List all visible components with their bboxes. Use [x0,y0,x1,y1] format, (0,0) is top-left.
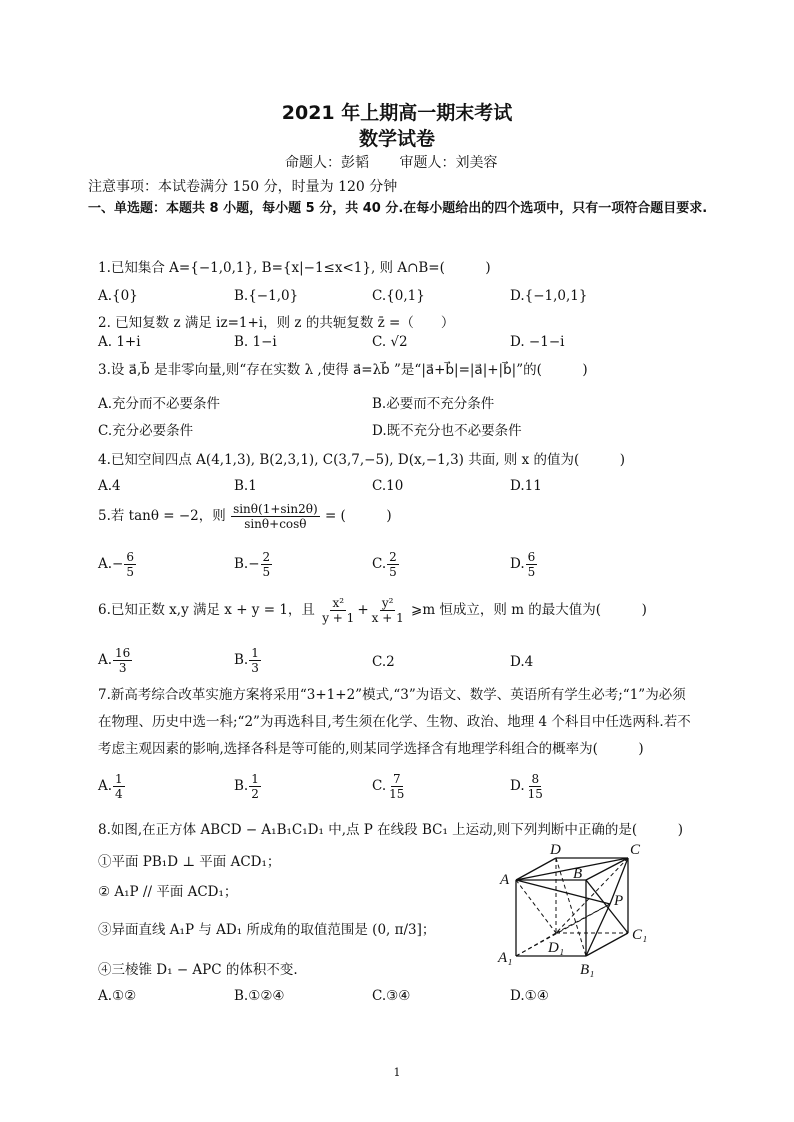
q2-option-b: B. 1−i [234,334,277,350]
authors-line [285,152,523,172]
reviewer: 审题人：刘美容 [399,155,498,171]
q1-option-b: B.{−1,0} [234,288,299,304]
page-number: 1 [393,1066,401,1079]
q6-option-d: D.4 [510,654,534,670]
q6-post: ⩾m 恒成立，则 m 的最大值为( ) [411,602,647,618]
q3-option-a: A.充分而不必要条件 [98,396,221,412]
q6-fraction-2: $\frac{\text{y²}}{x + 1}$ [371,596,404,625]
label-D: D [550,842,561,858]
question-4-stem: 4.已知空间四点 A(4,1,3), B(2,3,1), C(3,7,−5), D(x,−1,3) 共面, 则 x 的值为( ) [98,452,626,468]
q8-statement-2: ② A₁P // 平面 ACD₁； [98,884,238,900]
q1-option-c: C.{0,1} [372,288,425,304]
q5-option-d: D. $\frac{6}{5}$ [510,550,536,579]
q2-option-c: C. √2 [372,334,408,350]
label-C: C [630,842,641,858]
label-C1: C₁ [632,927,648,943]
q5-option-a: A.− $\frac{6}{5}$ [98,550,134,579]
q3-option-b: B.必要而不充分条件 [372,396,495,412]
q7-option-a: A. $\frac{1}{4}$ [98,772,123,801]
q5-fraction [231,502,320,531]
question-3-stem: 3.设 a⃗,b⃗ 是非零向量,则“存在实数 λ ,使得 a⃗=λb⃗ ”是“|a⃗+b⃗|=|a⃗|+|b⃗|”的( ) [98,362,588,378]
exam-subtitle: 数学试卷 [358,128,435,150]
exam-title: 2021 年上期高一期末考试 [281,102,513,124]
q8-option-b: B.①②④ [234,988,285,1004]
q4-option-a: A.4 [98,478,121,494]
label-P: P [614,893,624,909]
q8-statement-3: ③异面直线 A₁P 与 AD₁ 所成角的取值范围是 (0, π/3]； [98,922,436,938]
q7-option-c: C. $\frac{7}{15}$ [372,772,405,801]
q4-option-d: D.11 [510,478,542,494]
q1-option-d: D.{−1,0,1} [510,288,588,304]
q5-numerator: sinθ(1+sin2θ) [233,502,318,516]
q8-option-c: C.③④ [372,988,411,1004]
exam-notice: 注意事项：本试卷满分 150 分，时量为 120 分钟 [88,179,398,195]
q3-option-d: D.既不充分也不必要条件 [372,423,522,439]
question-1-stem: 1.已知集合 A={−1,0,1}, B={x|−1≤x<1}, 则 A∩B=( ) [98,260,491,276]
q1-option-a: A.{0} [98,288,138,304]
q6-option-c: C.2 [372,654,395,670]
q8-statement-1: ①平面 PB₁D ⊥ 平面 ACD₁； [98,854,281,870]
q8-option-a: A.①② [98,988,137,1004]
question-7-stem: 7.新高考综合改革实施方案将采用“3+1+2”模式,“3”为语文、数学、英语所有学生必考;“1”为必须在物理、历史中选一科;“2”为再选科目,考生须在化学、生物、政治、地理 4 个科目中任选两科.若不考虑主观因素的影响,选择各科是等可能的,则某同学选择含有地理学科组合的概率为( ) [98,687,691,757]
q7-option-d: D. $\frac{8}{15}$ [510,772,543,801]
q5-option-c: C. $\frac{2}{5}$ [372,550,397,579]
q4-option-c: C.10 [372,478,404,494]
q6-fraction-1: $\frac{\text{x²}}{y + 1}$ [322,596,355,625]
q8-option-d: D.①④ [510,988,549,1004]
q2-option-d: D. −1−i [510,334,565,350]
q6-pre: 6.已知正数 x,y 满足 x + y = 1，且 [98,602,315,618]
q4-option-b: B.1 [234,478,257,494]
question-8-stem: 8.如图,在正方体 ABCD − A₁B₁C₁D₁ 中,点 P 在线段 BC₁ 上运动,则下列判断中正确的是( ) [98,822,683,838]
q5-option-b: B.− $\frac{2}{5}$ [234,550,271,579]
q5-pre: 5.若 tanθ = −2，则 [98,508,226,524]
section-heading: 一、单选题：本题共 8 小题，每小题 5 分，共 40 分.在每小题给出的四个选项中，只有一项符合题目要求. [88,201,708,216]
q3-option-c: C.充分必要条件 [98,423,194,439]
label-A1: A₁ [498,950,513,966]
q5-denominator: sinθ+cosθ [244,517,307,531]
cube-diagram [490,838,660,978]
label-B1: B₁ [580,962,595,978]
label-A: A [500,872,510,888]
q8-statement-4: ④三棱锥 D₁ − APC 的体积不变. [98,962,298,978]
q2-option-a: A. 1+i [98,334,141,350]
question-5-stem [98,502,392,531]
label-D1: D₁ [548,940,565,956]
question-2-stem: 2. 已知复数 z 满足 iz=1+i，则 z 的共轭复数 z̄ =（ ） [98,315,455,331]
question-6-stem: 6.已知正数 x,y 满足 x + y = 1，且 $\frac{\text{x²}}{y + 1}$ + $\frac{\text{y²}}{x + 1}$ ⩾m 恒成立，则 m 的最大值为( ) [98,596,647,625]
q6-option-a: A. $\frac{16}{3}$ [98,646,131,675]
cube-figure [490,838,660,978]
q6-option-b: B. $\frac{1}{3}$ [234,646,259,675]
author: 命题人：彭韬 [285,155,369,171]
q5-post: = ( ) [324,508,392,524]
q7-option-b: B. $\frac{1}{2}$ [234,772,259,801]
label-B: B [573,866,583,882]
